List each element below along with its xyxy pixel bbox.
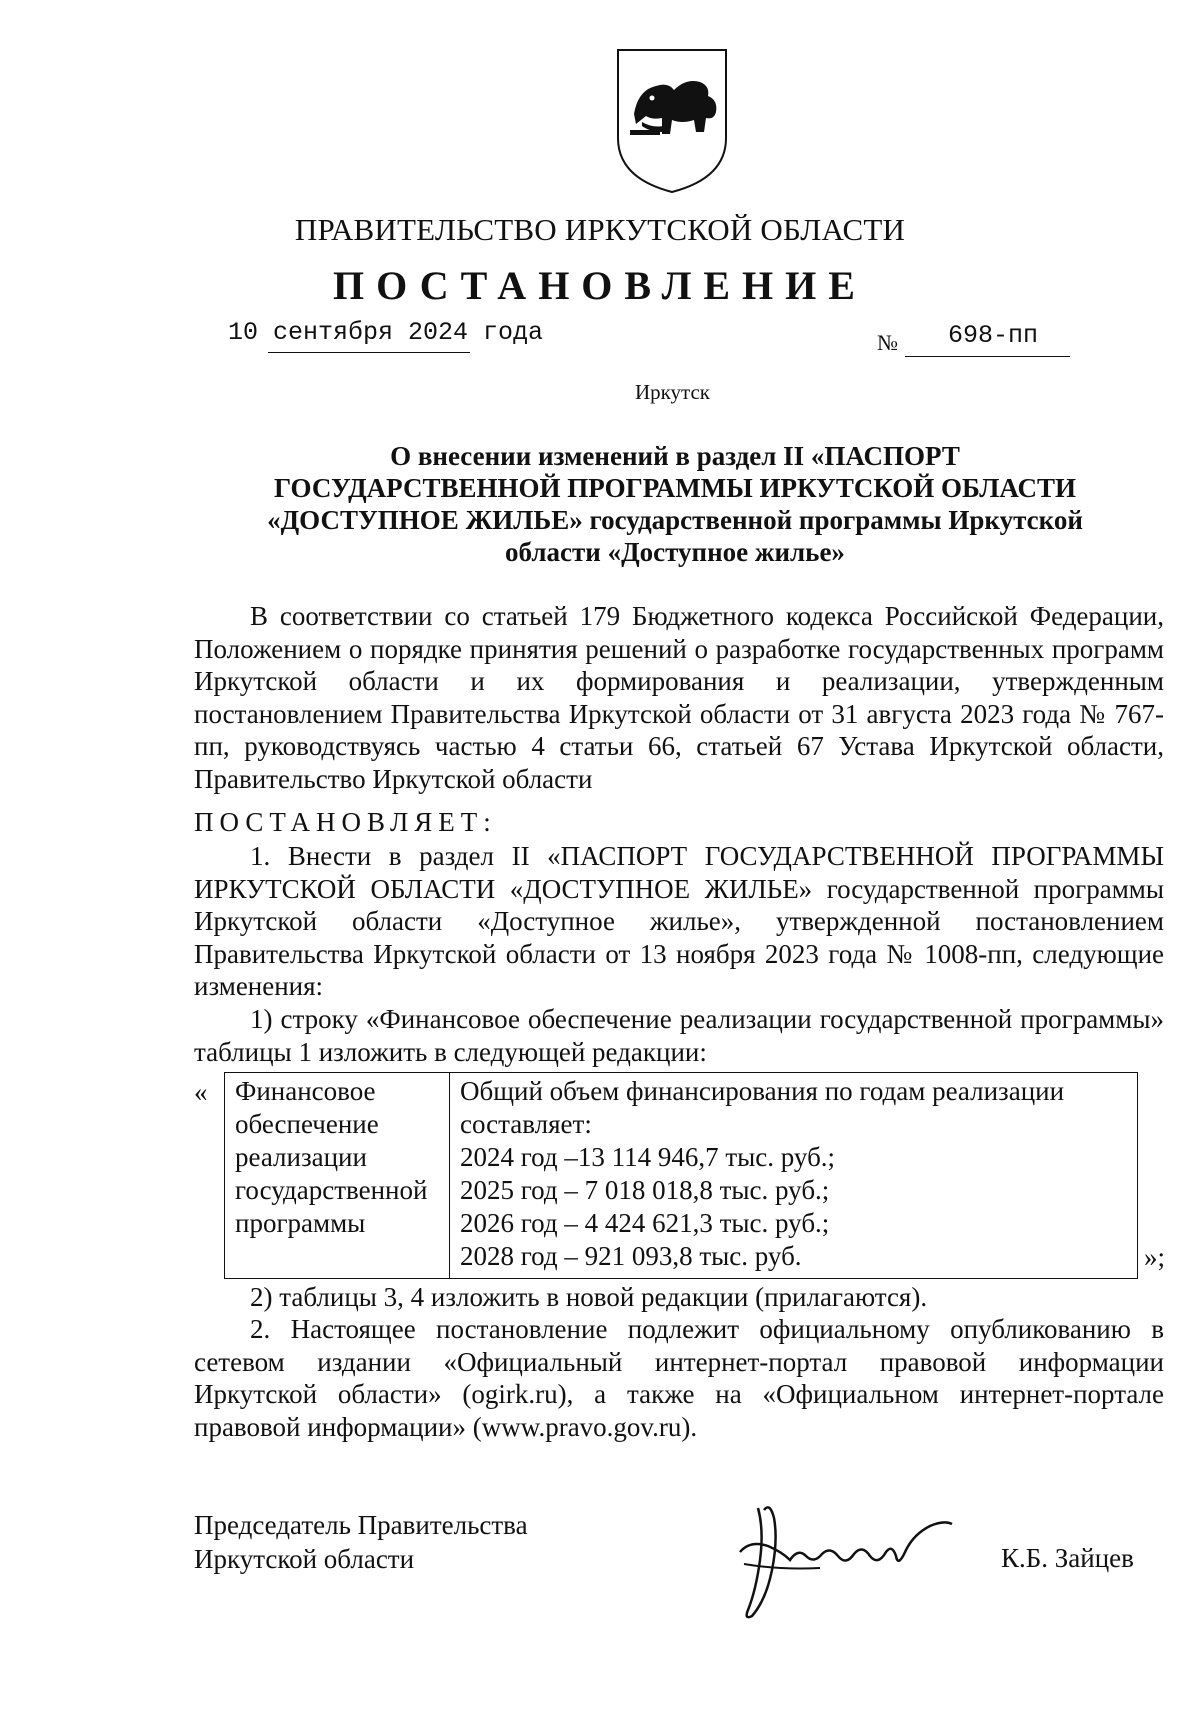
preamble-paragraph: В соответствии со статьей 179 Бюджетного кодекса Российской Федерации, Положением о порядке принятия решений о разработке государственных программ Иркутской области и их формирования и реализации, утвержденным постановлением Правительства Иркутской области от 31 августа 2023 года № 767-пп, руководствуясь частью 4 статьи 66, статьей 67 Устава Иркутской области, Правительство Иркутской области (194, 601, 1164, 794)
label-line: обеспечение (235, 1109, 379, 1139)
heading-line: области «Доступное жилье» (505, 537, 845, 567)
heading-line: «ДОСТУПНОЕ ЖИЛЬЕ» государственной программы Иркутской (267, 505, 1083, 535)
value-line: 2028 год – 921 093,8 тыс. руб. (460, 1241, 802, 1271)
handwritten-signature-icon (720, 1490, 970, 1630)
quote-close: »; (1144, 1242, 1166, 1272)
government-name: ПРАВИТЕЛЬСТВО ИРКУТСКОЙ ОБЛАСТИ (294, 212, 906, 247)
number-sign: № (877, 330, 898, 355)
item-1-1-paragraph: 1) строку «Финансовое обеспечение реализации государственной программы» таблицы 1 изложить в следующей редакции: (194, 1004, 1164, 1067)
document-kind-title: ПОСТАНОВЛЕНИЕ (333, 263, 867, 308)
table-row (225, 1073, 1138, 1279)
value-line: Общий объем финансирования по годам реализации (460, 1076, 1065, 1106)
document-number: 698-пп (948, 321, 1039, 350)
label-line: Финансовое (235, 1076, 376, 1106)
item-1-paragraph: 1. Внести в раздел II «ПАСПОРТ ГОСУДАРСТВЕННОЙ ПРОГРАММЫ ИРКУТСКОЙ ОБЛАСТИ «ДОСТУПНОЕ ЖИЛЬЕ» государственной программы Иркутской области «Доступное жилье», утвержденной постановлением Правительства Иркутской области от 13 ноября 2023 года № 1008-пп, следующие изменения: (194, 841, 1164, 1001)
label-line: реализации (235, 1142, 367, 1172)
signer-position (194, 1508, 528, 1576)
date-underline (268, 352, 470, 353)
value-line: составляет: (460, 1109, 592, 1139)
number-underline (905, 356, 1070, 357)
heading-line: О внесении изменений в раздел II «ПАСПОРТ (390, 441, 960, 471)
document-date: 10 сентября 2024 года (228, 318, 544, 347)
financing-value-cell (450, 1073, 1138, 1279)
label-line: государственной (235, 1175, 428, 1205)
document-heading (220, 440, 1130, 568)
quote-open: « (194, 1077, 208, 1107)
irkutsk-coat-of-arms-icon (612, 46, 732, 196)
item-1-2-paragraph: 2) таблицы 3, 4 изложить в новой редакции (прилагаются). (250, 1282, 928, 1312)
signer-position-line: Иркутской области (194, 1544, 415, 1574)
financing-label-cell (225, 1073, 450, 1279)
label-line: программы (235, 1208, 366, 1238)
decree-word: ПОСТАНОВЛЯЕТ: (194, 807, 497, 837)
signer-name: К.Б. Зайцев (1001, 1543, 1134, 1573)
value-line: 2026 год – 4 424 621,3 тыс. руб.; (460, 1208, 830, 1238)
item-2-paragraph: 2. Настоящее постановление подлежит официальному опубликованию в сетевом издании «Официальный интернет-портал правовой информации Иркутской области» (ogirk.ru), а также на «Официальном интернет-портале правовой информации» (www.pravo.gov.ru). (194, 1314, 1164, 1442)
financing-table (224, 1072, 1138, 1279)
signer-position-line: Председатель Правительства (194, 1510, 528, 1540)
heading-line: ГОСУДАРСТВЕННОЙ ПРОГРАММЫ ИРКУТСКОЙ ОБЛАСТИ (274, 473, 1076, 503)
value-line: 2025 год – 7 018 018,8 тыс. руб.; (460, 1175, 830, 1205)
city-name: Иркутск (634, 380, 711, 404)
value-line: 2024 год –13 114 946,7 тыс. руб.; (460, 1142, 836, 1172)
